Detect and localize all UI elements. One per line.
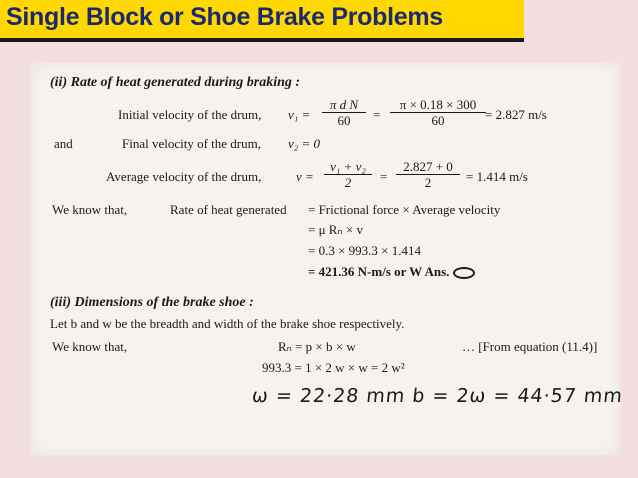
initial-fraction-2: $\frac{\pi \times 0.18 \times 300}{60}$ <box>390 97 486 128</box>
average-velocity-label: Average velocity of the drum, <box>106 169 262 184</box>
final-velocity-value: v₂ = 0 <box>288 136 321 151</box>
final-velocity-label: Final velocity of the drum, <box>122 136 262 151</box>
answer-pointer-icon <box>453 267 475 279</box>
we-know-that-label: We know that, <box>52 202 128 217</box>
slide-title: Single Block or Shoe Brake Problems <box>6 3 443 31</box>
initial-velocity-result: = 2.827 m/s <box>485 107 547 122</box>
normal-force-equation: Rₙ = p × b × w <box>278 339 356 354</box>
handwritten-answer: ω = 22·28 mm b = 2ω = 44·57 mm <box>250 385 625 407</box>
initial-fraction-1: $\frac{\text{π d N}}{60}$ <box>322 97 366 128</box>
average-velocity-result: = 1.414 m/s <box>466 169 528 184</box>
heat-step-1: = Frictional force × Average velocity <box>308 202 501 217</box>
equals-sign: = <box>380 169 388 184</box>
section-iii-heading: (iii) Dimensions of the brake shoe : <box>50 295 254 310</box>
average-velocity-symbol: v = <box>296 169 314 184</box>
heat-answer: = 421.36 N-m/s or W Ans. <box>308 264 475 280</box>
initial-velocity-label: Initial velocity of the drum, <box>118 107 262 122</box>
average-fraction-1: $\frac{\text{v₁ + v₂}}{2}$ <box>324 159 372 190</box>
let-statement: Let b and w be the breadth and width of the brake shoe respectively. <box>50 316 405 331</box>
textbook-page <box>30 63 625 455</box>
equation-reference: … [From equation (11.4)] <box>462 339 598 354</box>
heat-step-3: = 0.3 × 993.3 × 1.414 <box>308 243 421 258</box>
initial-velocity-symbol: v₁ = <box>288 107 311 122</box>
heat-step-2: = μ Rₙ × v <box>308 222 363 237</box>
substituted-equation: 993.3 = 1 × 2 w × w = 2 w² <box>262 360 405 375</box>
section-ii-heading: (ii) Rate of heat generated during braking : <box>50 75 301 90</box>
title-bar <box>0 0 524 42</box>
equals-sign: = <box>373 107 381 122</box>
and-label: and <box>54 136 73 151</box>
heat-rate-label: Rate of heat generated <box>170 202 287 217</box>
average-fraction-2: $\frac{2.827 + 0}{2}$ <box>396 159 460 190</box>
we-know-that-label-2: We know that, <box>52 339 128 354</box>
